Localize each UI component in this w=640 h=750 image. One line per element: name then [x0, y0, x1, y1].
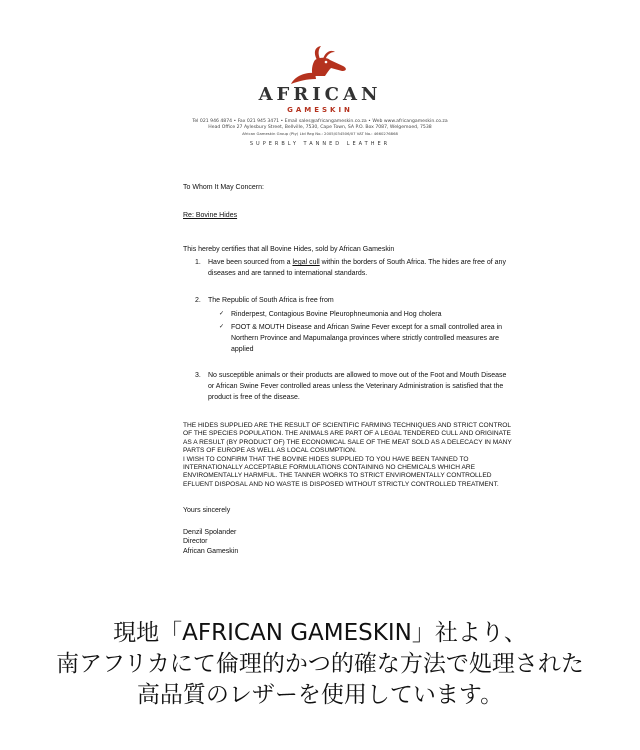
address-line: Head Office 27 Aylesbury Street, Bellville, 7530, Cape Town, SA P.O. Box 7087, Welgemoed, 7538: [208, 125, 432, 130]
sub-list-item: ✓ FOOT & MOUTH Disease and African Swine Fever except for a small controlled area in Northern Province and Mapumalanga provinces where strictly controlled measures are applied: [219, 324, 503, 353]
signer-name: Denzil Spolander: [183, 528, 237, 536]
caption-line-3: 高品質のレザーを使用しています。: [136, 682, 504, 708]
subject-line: Re: Bovine Hides: [183, 212, 238, 219]
list-item: [195, 370, 513, 403]
item-text: Have been sourced from a legal cull within the borders of South Africa. The hides are free of any diseases and are tanned to international standards.: [208, 259, 506, 277]
sub-list: [219, 309, 513, 355]
contact-info: [0, 119, 640, 137]
brand-name: AFRICAN: [258, 84, 382, 105]
caption-line-1: 現地「AFRICAN GAMESKIN」社より、: [113, 620, 527, 646]
item-text: The Republic of South Africa is free from: [208, 297, 334, 304]
underlined-text: legal cull: [292, 259, 320, 266]
japanese-caption: [0, 618, 640, 711]
sub-list-item: ✓ Rinderpest, Contagious Bovine Pleurophneumonia and Hog cholera: [219, 311, 442, 318]
declaration-part-1: THE HIDES SUPPLIED ARE THE RESULT OF SCIENTIFIC FARMING TECHNIQUES AND STRICT CONTROL OF THE SPECIES POPULATION. THE ANIMALS ARE PART OF A LEGAL TENDERED CULL AND ORIGINATE AS A RESULT (BY PRODUCT OF) THE ECONOMICAL SALE OF THE MEAT SOLD AS A DELECACY IN MANY PARTS OF EUROPE AS WELL AS LOCAL COSUMPTION.: [183, 422, 512, 455]
brand-subname: GAMESKIN: [287, 106, 353, 114]
checkmark-icon: ✓: [219, 324, 225, 330]
closing: Yours sincerely: [183, 507, 231, 514]
intro-paragraph: This hereby certifies that all Bovine Hides, sold by African Gameskin: [183, 246, 395, 253]
item-number: 3.: [195, 372, 201, 379]
tagline: SUPERBLY TANNED LEATHER: [249, 141, 391, 147]
caption-line-2: 南アフリカにて倫理的かつ的確な方法で処理された: [56, 651, 584, 677]
declaration-paragraph: [183, 422, 513, 489]
salutation: To Whom It May Concern:: [183, 184, 264, 191]
list-item: [195, 257, 513, 279]
item-number: 2.: [195, 297, 201, 304]
letterhead: [0, 46, 640, 147]
item-number: 1.: [195, 259, 201, 266]
list-item: [195, 295, 513, 357]
checkmark-icon: ✓: [219, 311, 225, 317]
item-text: No susceptible animals or their products are allowed to move out of the Foot and Mouth Disease or African Swine Fever controlled areas unless the Veterinary Administration is satisfied that the product is free of the disease.: [208, 372, 507, 401]
signature-block: [183, 506, 238, 556]
contact-line: Tel 021 946 4874 • Fax 021 945 3471 • Email sales@africangameskin.co.za • Web www.africangameskin.co.za: [192, 119, 448, 124]
signer-company: African Gameskin: [183, 547, 239, 555]
declaration-part-2: I WISH TO CONFIRM THAT THE BOVINE HIDES SUPPLIED TO YOU HAVE BEEN TANNED TO INTERNATIONALLY ACCEPTABLE FORMULATIONS CONTAINING NO CHEMICALS WHICH ARE ENVIROMENTALLY HARMFUL. THE TANNER WORKS TO STRICT ENVIROMENTALLY CONTROLLED EFLUENT DISPOSAL AND NO WASTE IS DISPOSED WITHOUT STRICTLY CONTROLLED TREATMENT.: [183, 455, 499, 488]
registration-line: African Gameskin Group (Pty) Ltd Reg No.: 2005/034506/07 VAT No.: 4660276868: [242, 131, 398, 136]
antelope-logo-icon: [285, 46, 355, 86]
signer-title: Director: [183, 538, 208, 545]
